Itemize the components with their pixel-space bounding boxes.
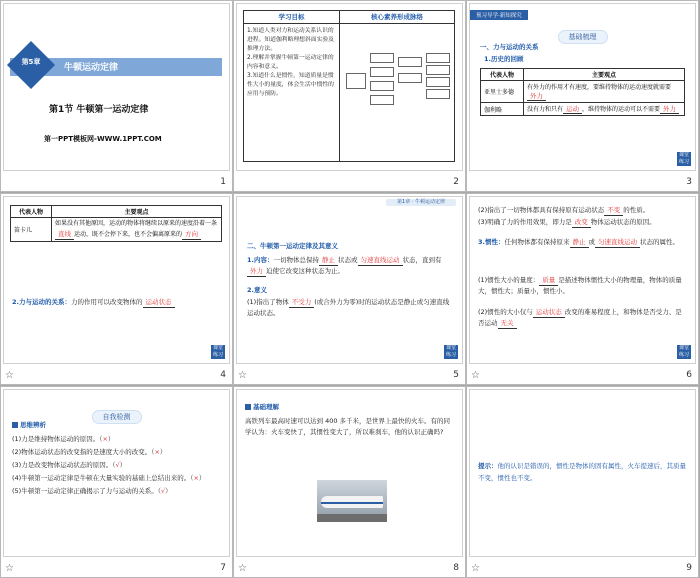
list-item: (1)力是维持物体运动的原因。（×）	[12, 435, 115, 443]
slide-number: 5	[453, 370, 459, 380]
slide-2	[236, 3, 463, 171]
history-table	[480, 68, 685, 116]
cell-descartes-view: 如果没有其他原因，运动的物体将继续以原来的速度沿着一条直线 运动，既不会停下来，也不会偏离原来的 方向	[52, 218, 222, 242]
star-icon[interactable]: ☆	[5, 563, 14, 574]
self-check-pill: 自我检测	[92, 410, 142, 424]
heading: 二、牛顿第一运动定律及其意义	[247, 242, 338, 250]
significance-text: (1)指出了物体 不受力 (或合外力为零)时的运动状态是静止或匀速直线运动状态。	[247, 298, 450, 317]
slide-7	[3, 389, 230, 557]
list-item: (5)牛顿第一运动定律正确揭示了力与运动的关系。（√）	[12, 487, 172, 495]
descartes-table	[10, 205, 222, 242]
slide-number: 2	[453, 177, 459, 187]
slide-thumbnail-7[interactable]	[0, 386, 233, 578]
slide-thumbnail-1[interactable]	[0, 0, 233, 192]
slide-thumbnail-8[interactable]	[233, 386, 466, 578]
slide-number: 4	[220, 370, 226, 380]
slide-thumbnail-6[interactable]	[466, 193, 699, 385]
inertia-line: 3.惯性：任何物体都有保持原来 静止 或 匀速直线运动 状态的属性。	[478, 238, 679, 246]
slide-thumbnail-5[interactable]	[233, 193, 466, 385]
basic-review-pill: 基础梳理	[558, 30, 608, 44]
slide-number: 3	[686, 177, 692, 187]
slide-9	[469, 389, 696, 557]
th-view: 主要观点	[524, 69, 685, 81]
corner-badge: 课堂练习	[445, 345, 456, 358]
slide-thumbnail-3[interactable]	[466, 0, 699, 192]
th-person: 代表人物	[481, 69, 524, 81]
col-header-core: 核心素养形成脉络	[340, 11, 454, 24]
bullet-square-icon	[245, 404, 251, 410]
slide-thumbnail-4[interactable]	[0, 193, 233, 385]
line-1: (2)指出了一切物体都具有保持原有运动状态 不变 的性质。	[478, 206, 650, 214]
heading-2: 1.历史的回顾	[484, 55, 524, 63]
list-item: (3)力是改变物体运动状态的原因。（√）	[12, 461, 127, 469]
slide-5	[236, 196, 463, 364]
heading-1: 一、力与运动的关系	[480, 43, 539, 51]
significance-heading: 2.意义	[247, 286, 267, 294]
header-chip: 第1章 · 牛顿运动定律	[386, 199, 456, 206]
corner-badge: 课堂练习	[678, 345, 689, 358]
hint-text: 提示：他的认识是错误的，惯性是物体的固有属性，火车提速后，其质量不变，惯性也不变。	[478, 462, 686, 482]
inertia-size: (2)惯性的大小仅与 运动状态 改变的难易程度上，和物体是否受力、是否运动 无关	[478, 308, 682, 327]
slide-number: 8	[453, 563, 459, 573]
slide-thumbnail-9[interactable]	[466, 386, 699, 578]
corner-badge: 课堂练习	[678, 152, 689, 165]
section-tag: 预习导学·新知探究	[470, 10, 528, 20]
th-view: 主要观点	[52, 206, 222, 218]
slide-1	[3, 3, 230, 171]
section-title: 第1节 牛顿第一运动定律	[49, 105, 149, 115]
basic-understanding-heading: 基础理解	[245, 402, 279, 412]
slide-4	[3, 196, 230, 364]
cell-aristotle: 亚里士多德	[481, 81, 524, 103]
slide-thumbnail-2[interactable]	[233, 0, 466, 192]
force-motion-line: 2.力与运动的关系：力的作用可以改变物体的 运动状态	[12, 297, 175, 308]
judgement-list	[12, 434, 222, 496]
cell-aristotle-view: 有外力的作用才有速度，要维持物体的运动速度就需要外力	[524, 81, 685, 103]
train-image	[317, 480, 387, 522]
slide-title: 牛顿运动定律	[64, 63, 119, 73]
list-item: (4)牛顿第一运动定律是牛顿在大量实验的基础上总结出来的。（×）	[12, 474, 206, 482]
slide-number: 1	[220, 177, 226, 187]
analysis-heading: 思维辨析	[12, 420, 46, 430]
star-icon[interactable]: ☆	[5, 370, 14, 381]
star-icon[interactable]: ☆	[471, 563, 480, 574]
col-header-goals: 学习目标	[244, 11, 340, 24]
footer-text: 第一PPT模板网-WWW.1PPT.COM	[44, 135, 162, 143]
mind-map-diagram	[346, 51, 450, 111]
corner-badge: 课堂练习	[212, 345, 223, 358]
bullet-square-icon	[12, 422, 18, 428]
star-icon[interactable]: ☆	[471, 370, 480, 381]
cell-descartes: 笛卡儿	[11, 218, 52, 242]
star-icon[interactable]: ☆	[238, 370, 247, 381]
slide-3	[469, 3, 696, 171]
th-person: 代表人物	[11, 206, 52, 218]
slide-number: 6	[686, 370, 692, 380]
slide-number: 9	[686, 563, 692, 573]
list-item: (2)物体运动状态的改变指的是速度大小的改变。（×）	[12, 448, 167, 456]
inertia-measure: (1)惯性大小的量度： 质量 是描述物体惯性大小的物理量，物体的质量大，惯性大；质量小，惯性小。	[478, 276, 682, 295]
slide-number: 7	[220, 563, 226, 573]
slide-6	[469, 196, 696, 364]
star-icon[interactable]: ☆	[238, 563, 247, 574]
chapter-label: 第5章	[21, 58, 41, 66]
line-2: (3)明确了力的作用效果，即力是 改变 物体运动状态的原因。	[478, 218, 656, 226]
question-text: 高铁列车最高时速可以达到 400 多千米，是世界上最快的火车。有的同学认为：火车变快了，其惯性变大了，所以难刹车，他的认识正确吗?	[245, 417, 451, 436]
law-content: 1.内容：一切物体总保持 静止 状态或 匀速直线运动 状态，直到有外力 迫使它改变这种状态为止。	[247, 256, 442, 275]
cell-galileo-view: 没有力和只有 运动 ，维持物体的运动可以不需要 外力	[524, 103, 685, 116]
cell-galileo: 伽利略	[481, 103, 524, 116]
goals-text: 1.知道人类对力和运动关系认识的进程。知道伽利略理想斜面实验及推理方法。 2.理解并掌握牛顿第一运动定律的内容和意义。 3.知道什么是惯性，知道质量是惯性大小的量度，体会生活中惯性的应用与预防。	[247, 28, 334, 97]
slide-8	[236, 389, 463, 557]
